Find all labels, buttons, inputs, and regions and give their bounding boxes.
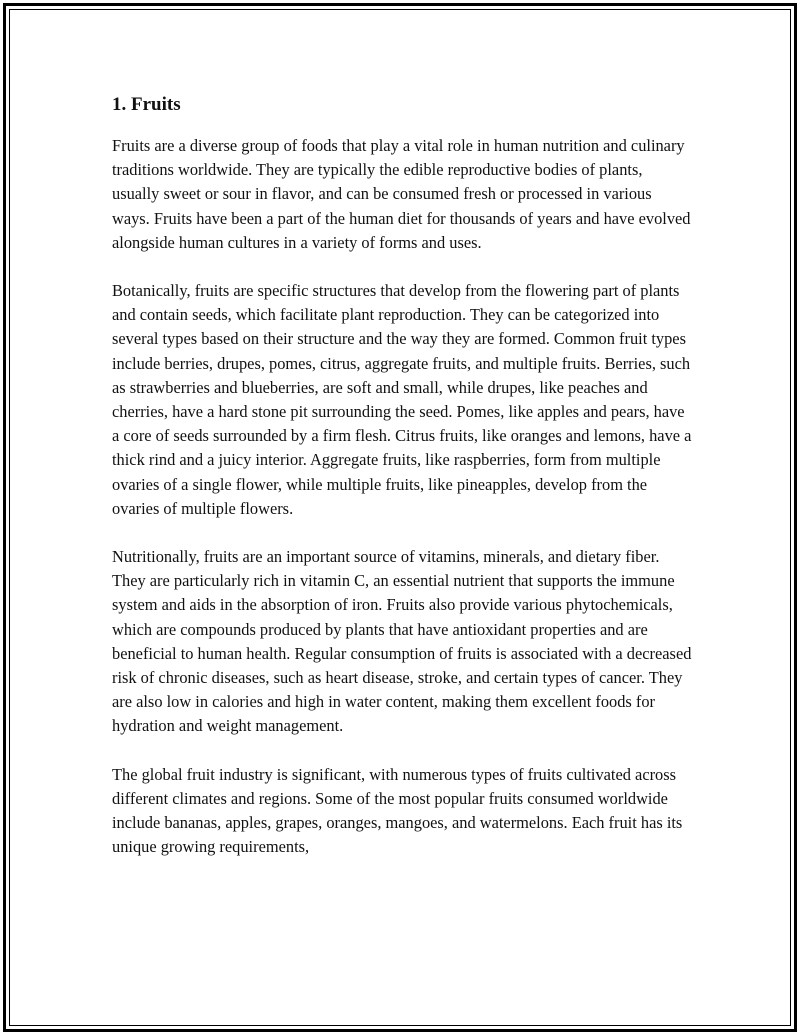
paragraph-intro: Fruits are a diverse group of foods that play a vital role in human nutrition and culinary traditions worldwide. They are typically the edible reproductive bodies of plants, usually sweet or sour in flavor, and can be consumed fresh or processed in various ways. Fruits have been a part of the human diet for thousands of years and have evolved alongside human cultures in a variety of forms and uses. xyxy=(112,136,691,252)
paragraph-industry: The global fruit industry is significant, with numerous types of fruits cultivated across different climates and regions. Some of the most popular fruits consumed worldwide include bananas, apples, grapes, oranges, mangoes, and watermelons. Each fruit has its unique growing requirements, xyxy=(112,764,683,857)
document-body xyxy=(112,90,692,883)
paragraph-botanical: Botanically, fruits are specific structures that develop from the flowering part of plants and contain seeds, which facilitate plant reproduction. They can be categorized into several types based on their structure and the way they are formed. Common fruit types include berries, drupes, pomes, citrus, aggregate fruits, and multiple fruits. Berries, such as strawberries and blueberries, are soft and small, while drupes, like peaches and cherries, have a hard stone pit surrounding the seed. Pomes, like apples and pears, have a core of seeds surrounded by a firm flesh. Citrus fruits, like oranges and lemons, have a thick rind and a juicy interior. Aggregate fruits, like raspberries, form from multiple ovaries of a single flower, while multiple fruits, like pineapples, develop from the ovaries of multiple flowers. xyxy=(112,281,692,518)
paragraph-nutrition: Nutritionally, fruits are an important source of vitamins, minerals, and dietary fiber. They are particularly rich in vitamin C, an essential nutrient that supports the immune system and aids in the absorption of iron. Fruits also provide various phytochemicals, which are compounds produced by plants that have antioxidant properties and are beneficial to human health. Regular consumption of fruits is associated with a decreased risk of chronic diseases, such as heart disease, stroke, and certain types of cancer. They are also low in calories and high in water content, making them excellent foods for hydration and weight management. xyxy=(112,547,692,736)
section-title: 1. Fruits xyxy=(112,94,181,115)
